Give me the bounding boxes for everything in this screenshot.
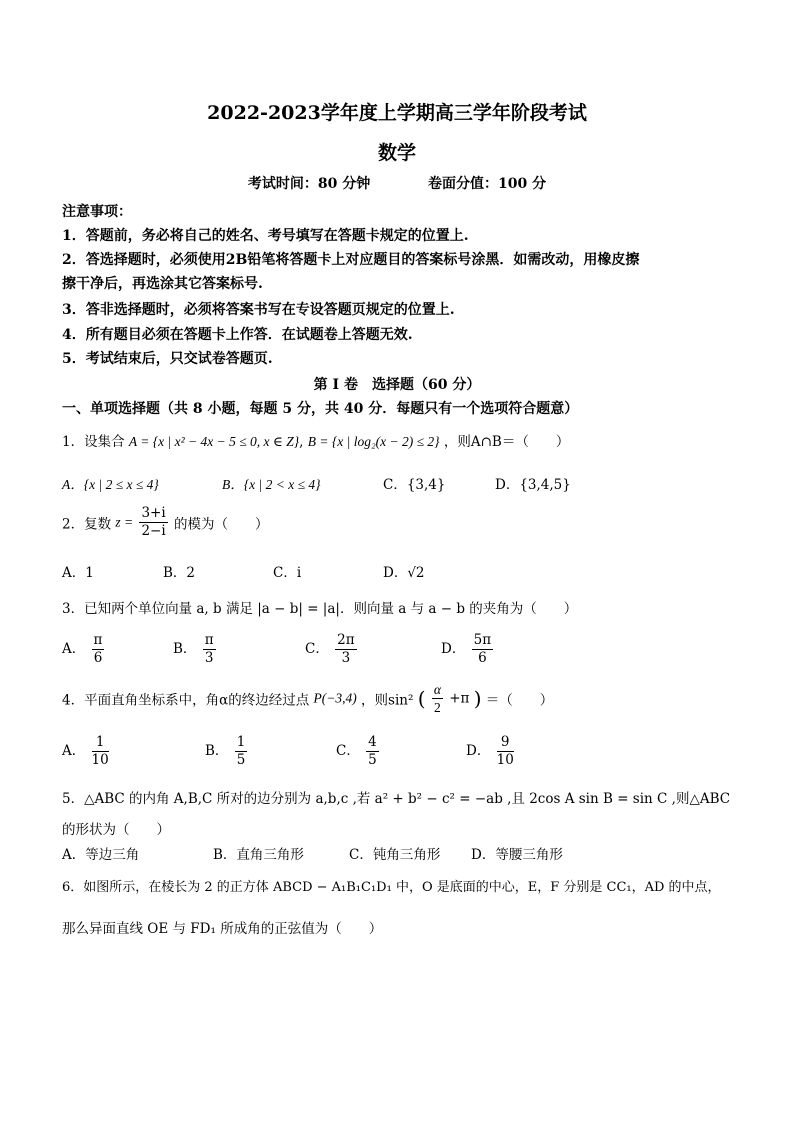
question-6: 6．如图所示，在棱长为 2 的正方体 ABCD − A₁B₁C₁D₁ 中，O 是底面的中心，E，F 分别是 CC₁，AD 的中点， <box>62 880 721 895</box>
section-heading: 一、单项选择题（共 8 小题，每题 5 分，共 40 分．每题只有一个选项符合题意） <box>62 401 579 417</box>
question-4: 4．平面直角坐标系中，角α的终边经过点 P(−3,4) ，则sin² ( $\frac{\alpha}{2}$ +π ) ＝（ ） <box>62 682 554 715</box>
q4-option-c: C． $\frac{4}{5}$ <box>336 734 377 768</box>
notice-item: 1．答题前，务必将自己的姓名、考号填写在答题卡规定的位置上. <box>62 228 469 244</box>
set-a: A = {x | x² − 4x − 5 ≤ 0, x ∈ Z} <box>128 434 300 449</box>
q4-option-b: B． $\frac{1}{5}$ <box>205 734 246 768</box>
notice-item: 2．答选择题时，必须使用2B铅笔将答题卡上对应题目的答案标号涂黑．如需改动，用橡皮擦 <box>62 252 640 268</box>
exam-time: 考试时间：80 分钟 <box>247 176 371 192</box>
q4-option-d: D． $\frac{9}{10}$ <box>466 734 514 768</box>
question-1: 1．设集合 A = {x | x² − 4x − 5 ≤ 0, x ∈ Z}, B = {x | log₂(x − 2) ≤ 2} ，则A∩B＝（ ） <box>62 434 570 450</box>
exam-info <box>0 173 794 193</box>
exam-title: 2022-2023学年度上学期高三学年阶段考试 <box>207 102 587 124</box>
q5-option-d: D．等腰三角形 <box>471 847 563 863</box>
notice-heading: 注意事项： <box>62 204 132 220</box>
total-score: 卷面分值：100 分 <box>428 176 547 192</box>
q5-option-b: B．直角三角形 <box>213 847 304 863</box>
part-title: 第 I 卷 选择题（60 分） <box>313 377 481 393</box>
q2-option-a: A．1 <box>62 565 94 581</box>
q2-option-b: B．2 <box>163 565 196 581</box>
notice-item: 3．答非选择题时，必须将答案书写在专设答题页规定的位置上. <box>62 302 455 318</box>
q1-option-b: B．{x | 2 < x ≤ 4} <box>222 477 321 492</box>
notice-item: 5．考试结束后，只交试卷答题页. <box>62 351 273 367</box>
q1-option-d: D．{3,4,5} <box>495 477 571 493</box>
q3-option-c: C． $\frac{2\pi}{3}$ <box>305 632 355 666</box>
q4-option-a: A． $\frac{1}{10}$ <box>62 734 109 768</box>
question-6-cont: 那么异面直线 OE 与 FD₁ 所成角的正弦值为（ ） <box>62 921 383 937</box>
question-2: 2．复数 z = $\frac{3+i}{2-i}$ 的模为（ ） <box>62 505 269 539</box>
subject-title: 数学 <box>377 142 416 164</box>
question-5: 5．△ABC 的内角 A,B,C 所对的边分别为 a,b,c ,若 a² + b² − c² = −ab ,且 2cos A sin B = sin C ,则△ABC <box>62 791 731 807</box>
notice-item: 擦干净后，再选涂其它答案标号. <box>62 276 263 292</box>
q5-option-a: A．等边三角 <box>62 847 140 863</box>
notice-item: 4．所有题目必须在答题卡上作答．在试题卷上答题无效. <box>62 327 413 343</box>
q2-fraction: $\frac{3+i}{2-i}$ <box>141 505 166 539</box>
q1-option-c: C．{3,4} <box>383 477 446 493</box>
q3-option-a: A． $\frac{\pi}{6}$ <box>62 632 103 666</box>
question-3: 3．已知两个单位向量 a, b 满足 |a − b| = |a|．则向量 a 与 a − b 的夹角为（ ） <box>62 601 578 617</box>
question-5-cont: 的形状为（ ） <box>62 822 170 838</box>
set-b: B = {x | log₂(x − 2) ≤ 2} <box>307 434 440 449</box>
q2-option-c: C．i <box>273 565 302 581</box>
q5-option-c: C．钝角三角形 <box>349 847 441 863</box>
q3-option-b: B． $\frac{\pi}{3}$ <box>173 632 214 666</box>
q2-option-d: D．√2 <box>383 565 425 581</box>
q1-option-a: A．{x | 2 ≤ x ≤ 4} <box>62 477 159 492</box>
q3-option-d: D． $\frac{5\pi}{6}$ <box>441 632 492 666</box>
